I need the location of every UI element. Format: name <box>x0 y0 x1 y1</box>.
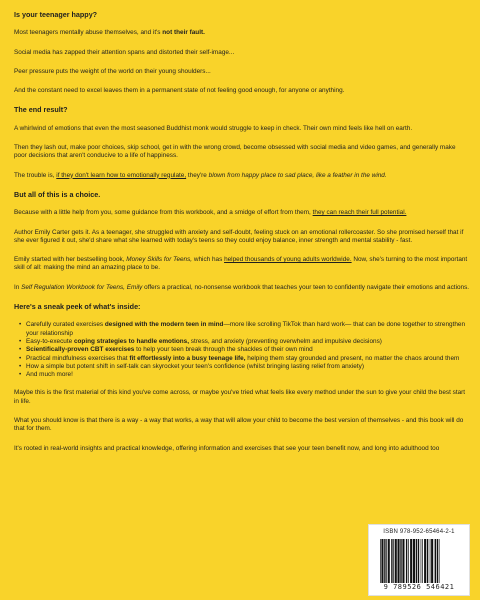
barcode-bar <box>380 539 381 583</box>
paragraph: Maybe this is the first material of this kind you've come across, or maybe you've tried what feels like every method under the sun to give your child the best start in life. <box>14 389 466 405</box>
barcode-number: 9 789526 546421 <box>383 583 455 591</box>
paragraph: In Self Regulation Workbook for Teens, Emily offers a practical, no-nonsense workbook that teaches your teen to confidently navigate their emotions and actions. <box>14 283 470 291</box>
list-item: • How a simple but potent shift in self-talk can skyrocket your teen's confidence (whilst bringing lasting relief from anxiety) <box>26 363 470 371</box>
paragraph: A whirlwind of emotions that even the most seasoned Buddhist monk would struggle to keep in check. Their own mind feels like hell on earth. <box>14 124 413 132</box>
barcode-bar <box>431 539 433 583</box>
paragraph: Emily started with her bestselling book, Money Skills for Teens, which has helped thousands of young adults worldwide. Now, she's turning to the most important skill of all: making the mind an amazing place to be. <box>14 256 468 272</box>
barcode-bar <box>393 539 394 583</box>
barcode-bar <box>395 539 397 583</box>
barcode-bar <box>406 539 407 583</box>
barcode-bar <box>418 539 419 583</box>
back-cover-text <box>14 11 470 464</box>
barcode <box>368 524 470 596</box>
barcode-bar <box>386 539 387 583</box>
list-item: • Practical mindfulness exercises that fit effortlessly into a busy teenage life, helping them stay grounded and present, no matter the chaos around them <box>26 355 470 363</box>
barcode-bar <box>388 539 390 583</box>
barcode-bars <box>379 539 459 583</box>
paragraph: And the constant need to excel leaves them in a permanent state of not feeling good enough, for anyone or anything. <box>14 87 345 95</box>
paragraph: The trouble is, if they don't learn how to emotionally regulate, they're blown from happy place to sad place, like a feather in the wind. <box>14 171 387 179</box>
barcode-bar <box>408 539 409 583</box>
list-item: • Easy-to-execute coping strategies to handle emotions, stress, and anxiety (preventing overwhelm and impulsive decisions) <box>26 338 470 346</box>
paragraph: Then they lash out, make poor choices, skip school, get in with the wrong crowd, become obsessed with social media and video games, and generally make poor decisions that aren't conducive to a life of happiness. <box>14 144 456 160</box>
barcode-bar <box>430 539 431 583</box>
barcode-bar <box>424 539 426 583</box>
paragraph: Author Emily Carter gets it. As a teenager, she struggled with anxiety and self-doubt, feeling stuck on an emotional rollercoaster. So she promised herself that if she ever figured it out, she'd share what she learned with today's teens so they could enjoy balance, inner strength and mental stability - fast. <box>14 228 464 244</box>
barcode-bar <box>381 539 383 583</box>
barcode-bar <box>384 539 385 583</box>
paragraph: What you should know is that there is a way - a way that works, a way that will allow your child to become the best version of themselves - and this book will do that for them. <box>14 417 464 433</box>
list-item: • Scientifically-proven CBT exercises to help your teen break through the shackles of their own mind <box>26 346 470 354</box>
list-item: • Carefully curated exercises designed with the modern teen in mind—more like scrolling TikTok than hard work— that can be done together to strengthen your relationship <box>26 321 470 338</box>
paragraph: Social media has zapped their attention spans and distorted their self-image... <box>14 48 235 56</box>
barcode-bar <box>413 539 415 583</box>
barcode-bar <box>437 539 438 583</box>
barcode-bar <box>416 539 417 583</box>
paragraph: Peer pressure puts the weight of the world on their young shoulders... <box>14 67 211 75</box>
barcode-bar <box>410 539 412 583</box>
barcode-bar <box>421 539 422 583</box>
barcode-bar <box>427 539 428 583</box>
barcode-bar <box>402 539 404 583</box>
paragraph: Because with a little help from you, some guidance from this workbook, and a smidge of effort from them, they can reach their full potential. <box>14 209 407 217</box>
barcode-bar <box>398 539 400 583</box>
heading-end-result: The end result? <box>14 105 68 115</box>
list-item: • And much more! <box>26 371 470 379</box>
barcode-bar <box>439 539 440 583</box>
feature-list <box>14 321 470 379</box>
barcode-bar <box>435 539 436 583</box>
barcode-bar <box>400 539 401 583</box>
paragraph: It's rooted in real-world insights and practical knowledge, offering information and exercises that see your teen benefit now, and long into adulthood too <box>14 444 440 452</box>
barcode-bar <box>422 539 423 583</box>
paragraph: Most teenagers mentally abuse themselves, and it's not their fault. <box>14 29 205 37</box>
heading-sneak-peek: Here's a sneak peek of what's inside: <box>14 302 141 312</box>
isbn-label: ISBN 978-952-65464-2-1 <box>383 529 455 535</box>
barcode-bar <box>391 539 392 583</box>
heading-teen-happy: Is your teenager happy? <box>14 10 98 19</box>
heading-choice: But all of this is a choice. <box>14 189 101 199</box>
